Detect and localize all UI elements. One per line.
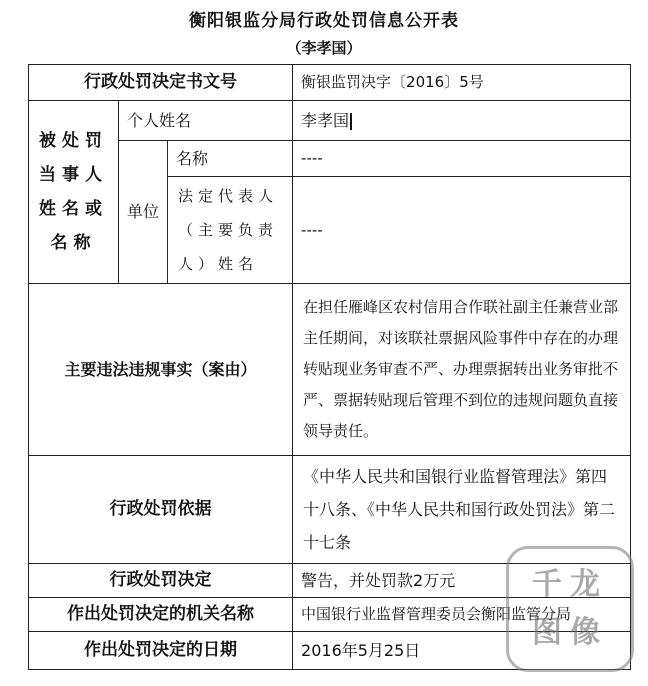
watermark-line2: 图像 xyxy=(532,615,608,650)
watermark-line1: 千龙 xyxy=(532,567,608,602)
decision-number-value: 衡银监罚决字〔2016〕5号 xyxy=(293,65,631,101)
date-label: 作出处罚决定的日期 xyxy=(29,632,293,670)
document-subtitle: （李孝国） xyxy=(286,39,362,57)
party-label: 被处罚当事人姓名或名称 xyxy=(29,101,119,284)
facts-label: 主要违法违规事实（案由） xyxy=(29,284,293,456)
row-decision-number xyxy=(29,65,631,101)
legal-rep-label: 法定代表人（主要负责人）姓名 xyxy=(168,177,293,284)
row-individual-name xyxy=(29,101,631,141)
unit-label: 单位 xyxy=(119,141,168,284)
text-cursor xyxy=(350,113,352,130)
facts-value: 在担任雁峰区农村信用合作联社副主任兼营业部主任期间，对该联社票据风险事件中存在的办理转贴现业务审查不严、办理票据转出业务审批不严、票据转贴现后管理不到位的违规问题负直接领导责任。 xyxy=(293,284,631,456)
unit-name-label: 名称 xyxy=(168,141,293,177)
decision-value: 警告，并处罚款2万元 xyxy=(293,564,631,598)
date-value: 2016年5月25日 xyxy=(293,632,631,670)
authority-value: 中国银行业监督管理委员会衡阳监管分局 xyxy=(293,598,631,632)
basis-value: 《中华人民共和国银行业监督管理法》第四十八条、《中华人民共和国行政处罚法》第二十七条 xyxy=(293,456,631,564)
decision-label: 行政处罚决定 xyxy=(29,564,293,598)
individual-name-value: 李孝国 xyxy=(301,110,350,130)
unit-name-value: ---- xyxy=(293,141,631,177)
authority-label: 作出处罚决定的机关名称 xyxy=(29,598,293,632)
watermark-logo xyxy=(506,546,634,672)
basis-label: 行政处罚依据 xyxy=(29,456,293,564)
individual-name-label: 个人姓名 xyxy=(119,101,293,141)
row-facts xyxy=(29,284,631,456)
document-title: 衡阳银监分局行政处罚信息公开表 xyxy=(189,11,459,31)
individual-name-cell xyxy=(293,101,631,141)
legal-rep-value: ---- xyxy=(293,177,631,284)
row-unit-name xyxy=(29,141,631,177)
decision-number-label: 行政处罚决定书文号 xyxy=(29,65,293,101)
